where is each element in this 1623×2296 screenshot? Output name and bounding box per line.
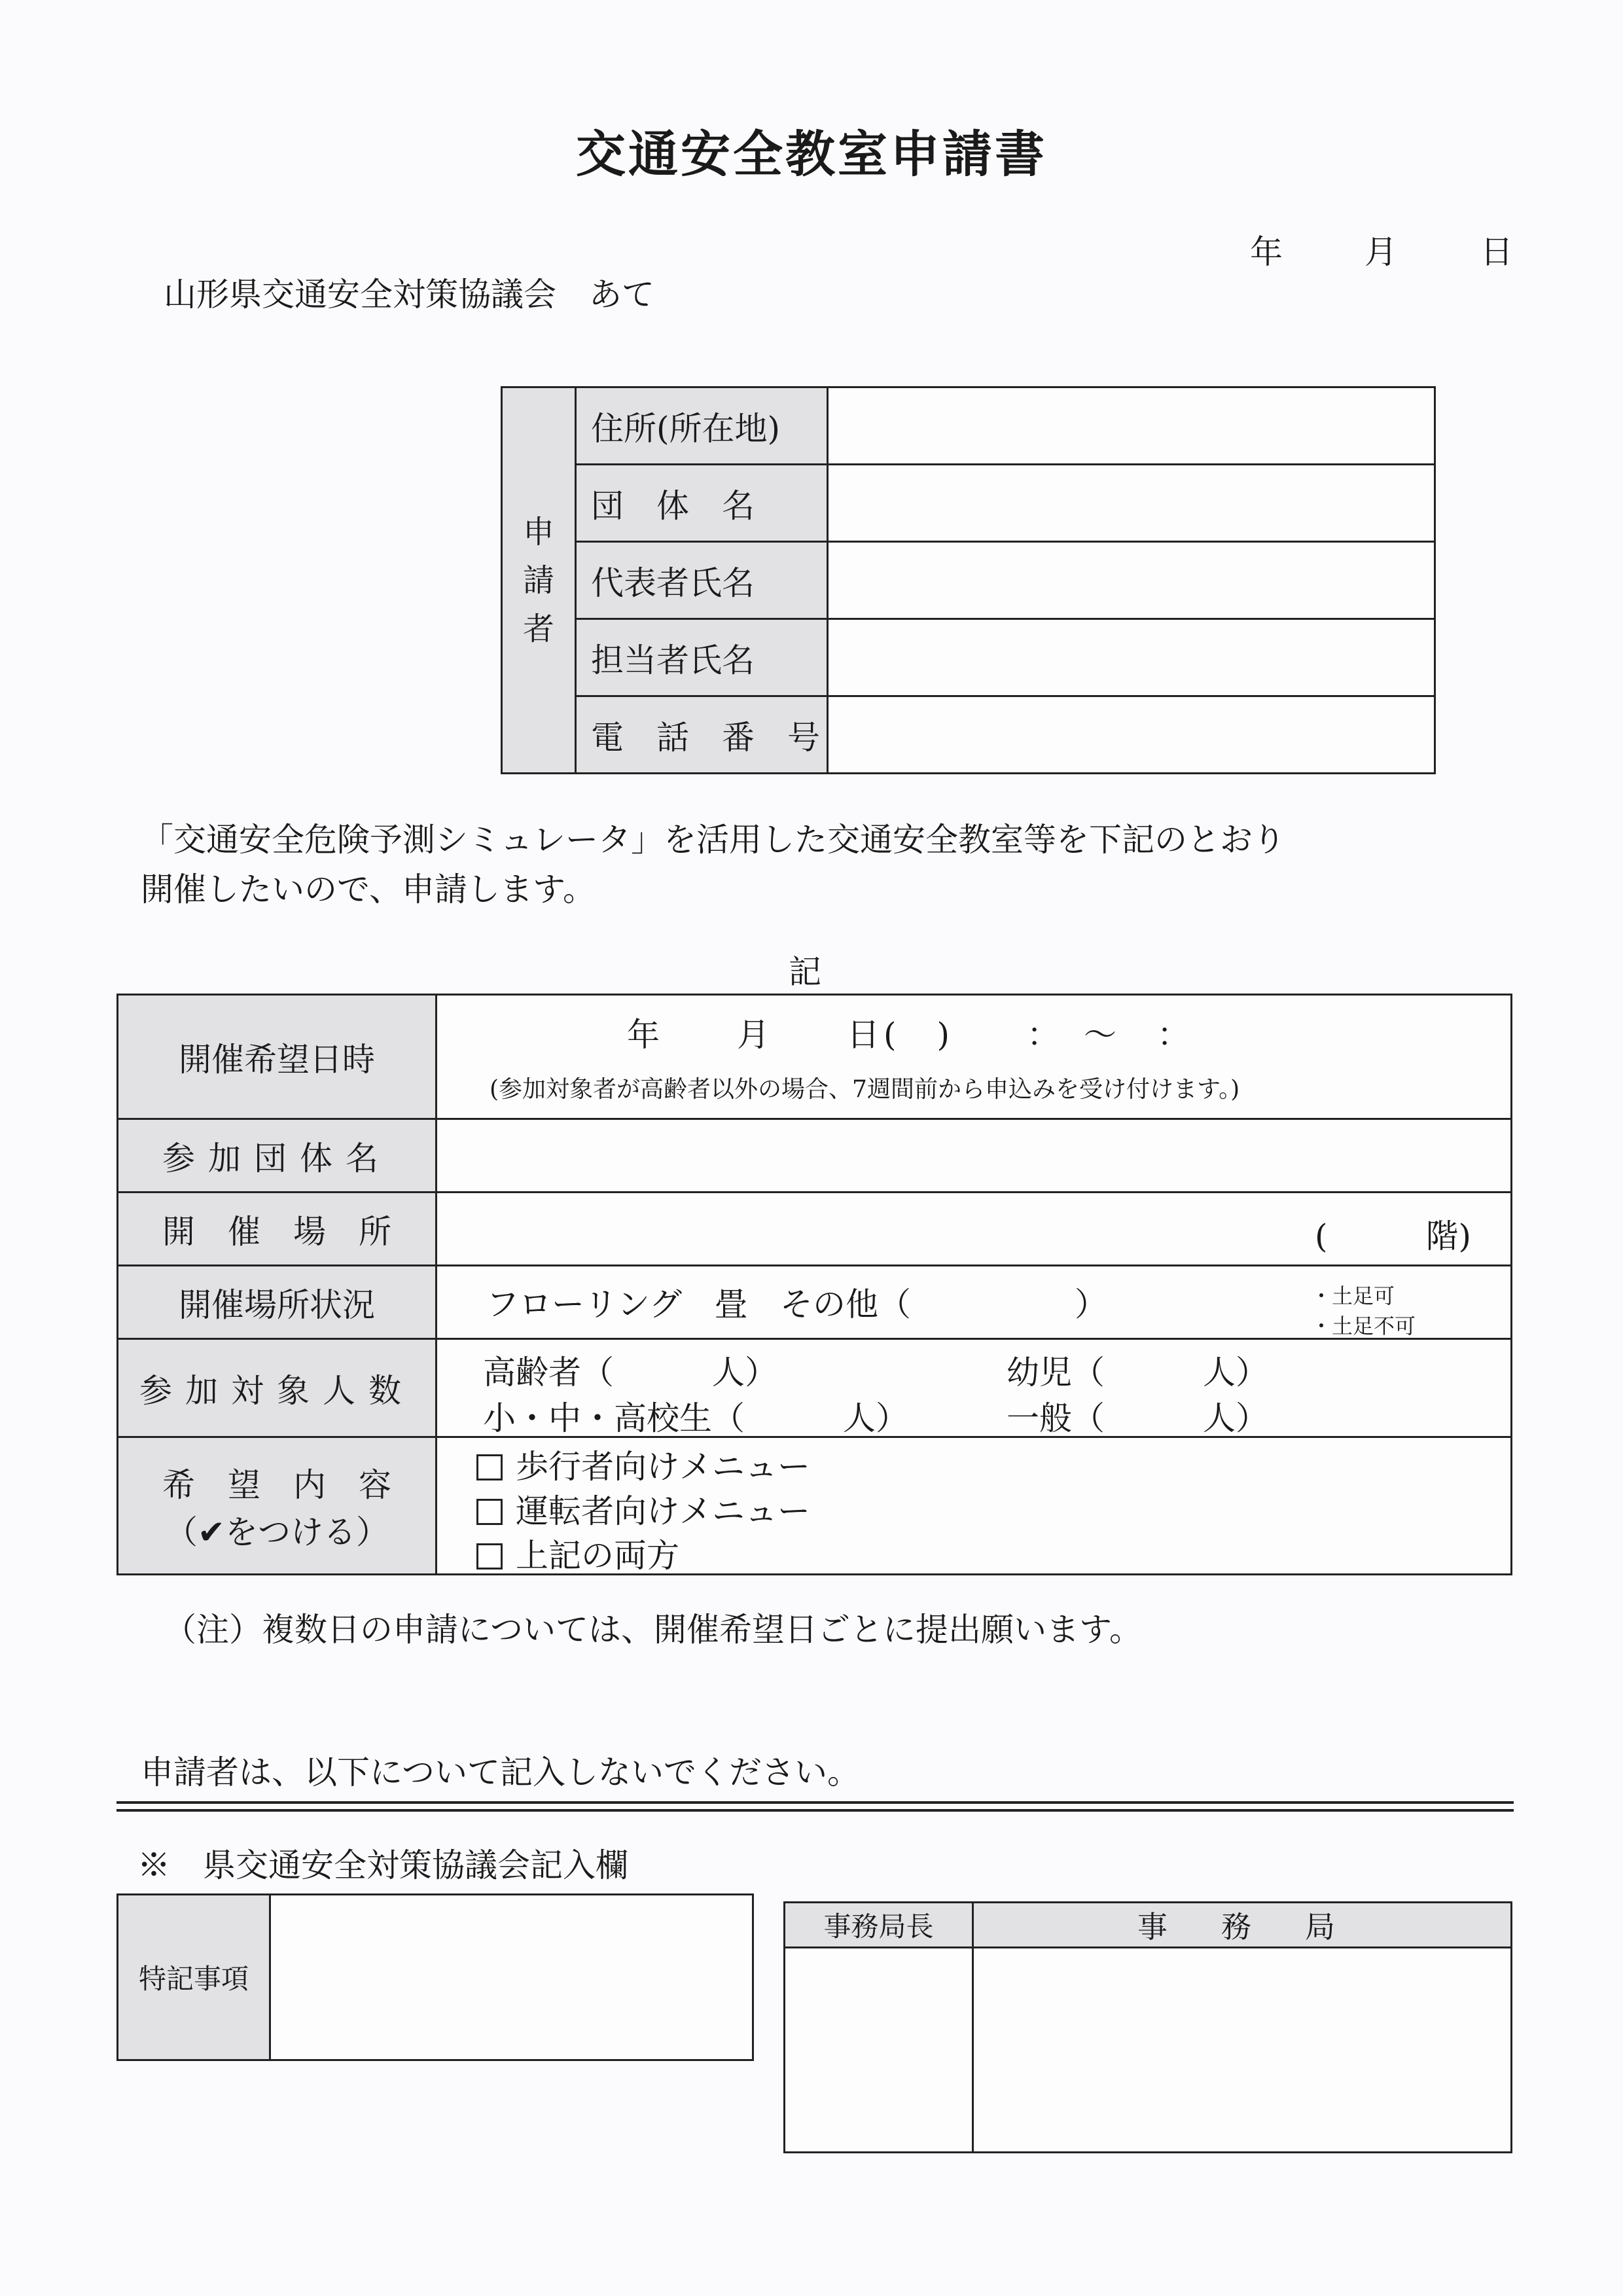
place-field[interactable] [437,1193,1512,1266]
divider-line [116,1801,1514,1804]
content-label [118,1437,437,1575]
option-label: 歩行者向けメニュー [516,1448,810,1486]
contact-person-label: 担当者氏名 [576,619,828,696]
representative-name-field[interactable] [828,542,1435,619]
venue-field[interactable] [437,1266,1512,1339]
content-label-line: 希 望 内 容 [162,1465,391,1504]
count-elderly: 高齢者（ 人） [483,1354,777,1391]
content-label-line: （✔をつける） [165,1513,389,1551]
document-title: 交通安全教室申請書 [576,125,1047,183]
special-notes-table [116,1893,754,2061]
applicant-row [502,465,1435,542]
secretariat-header: 事 務 局 [973,1903,1512,1948]
shoes-option: ・土足不可 [1311,1314,1416,1338]
venue-label: 開催場所状況 [118,1266,437,1339]
address-label: 住所(所在地) [576,387,828,465]
side-char: 申 [522,513,554,550]
date-label: 開催希望日時 [118,995,437,1119]
count-label: 参加対象人数 [118,1339,437,1437]
secretary-general-header: 事務局長 [785,1903,973,1948]
office-stamp-table [783,1901,1512,2153]
address-field[interactable] [828,387,1435,465]
option-label: 運転者向けメニュー [516,1492,810,1530]
count-children: 幼児（ 人） [1007,1354,1268,1391]
do-not-fill-notice: 申請者は、以下について記入しないでください。 [141,1753,860,1791]
count-field[interactable] [437,1339,1512,1437]
ki-heading: 記 [789,953,821,991]
applicant-row [502,387,1435,465]
applicant-row [502,542,1435,619]
option-label: 上記の両方 [516,1537,679,1575]
office-section-title: ※ 県交通安全対策協議会記入欄 [137,1846,628,1884]
count-general: 一般（ 人） [1007,1399,1268,1437]
organization-name-field[interactable] [828,465,1435,542]
details-row [118,1437,1512,1575]
shoes-options [1311,1281,1416,1341]
checkbox-icon[interactable] [476,1499,503,1525]
special-notes-field[interactable] [270,1895,753,2060]
multi-day-note: （注）複数日の申請については、開催希望日ごとに提出願います。 [164,1611,1142,1649]
side-char: 請 [522,562,554,599]
floor-text: ( 階) [1314,1217,1471,1255]
details-row [118,1339,1512,1437]
details-row [118,1266,1512,1339]
representative-name-label: 代表者氏名 [576,542,828,619]
divider-line [116,1809,1514,1812]
date-day-label: 日 [1480,233,1513,271]
details-row [118,1119,1512,1193]
secretary-general-stamp-box[interactable] [785,1948,973,2153]
special-notes-label: 特記事項 [118,1895,270,2060]
paragraph-line: 「交通安全危険予測シミュレータ」を活用した交通安全教室等を下記のとおり [141,821,1285,859]
checkbox-icon[interactable] [476,1543,503,1570]
group-field[interactable] [437,1119,1512,1193]
checkbox-icon[interactable] [476,1454,503,1480]
secretariat-stamp-box[interactable] [973,1948,1512,2153]
date-note: (参加対象者が高齢者以外の場合、7週間前から申込みを受け付けます。) [490,1076,1240,1103]
addressee: 山形県交通安全対策協議会 あて [164,276,654,314]
content-options [476,1444,810,1578]
details-row [118,1193,1512,1266]
content-field [437,1437,1512,1575]
date-line: 年 月 日( ) ： ～ ： [627,1016,1194,1054]
shoes-option: ・土足可 [1311,1283,1395,1308]
contact-person-field[interactable] [828,619,1435,696]
paragraph-line: 開催したいので、申請します。 [141,870,596,908]
details-table [116,994,1512,1575]
side-char: 者 [522,610,554,647]
applicant-table [501,386,1436,774]
count-students: 小・中・高校生（ 人） [483,1399,908,1437]
phone-number-field[interactable] [828,696,1435,774]
applicant-row [502,696,1435,774]
date-year-label: 年 [1250,233,1283,271]
request-paragraph [141,815,1515,914]
phone-number-label: 電 話 番 号 [576,696,828,774]
option-both[interactable] [476,1534,810,1578]
applicant-side-label [502,387,576,774]
date-month-label: 月 [1364,233,1397,271]
group-label: 参加団体名 [118,1119,437,1193]
option-driver[interactable] [476,1489,810,1534]
details-row [118,995,1512,1119]
applicant-row [502,619,1435,696]
organization-name-label: 団 体 名 [576,465,828,542]
place-label: 開 催 場 所 [118,1193,437,1266]
date-field[interactable] [437,995,1512,1119]
option-walker[interactable] [476,1444,810,1489]
venue-options: フローリング 畳 その他（ ） [486,1285,1107,1323]
